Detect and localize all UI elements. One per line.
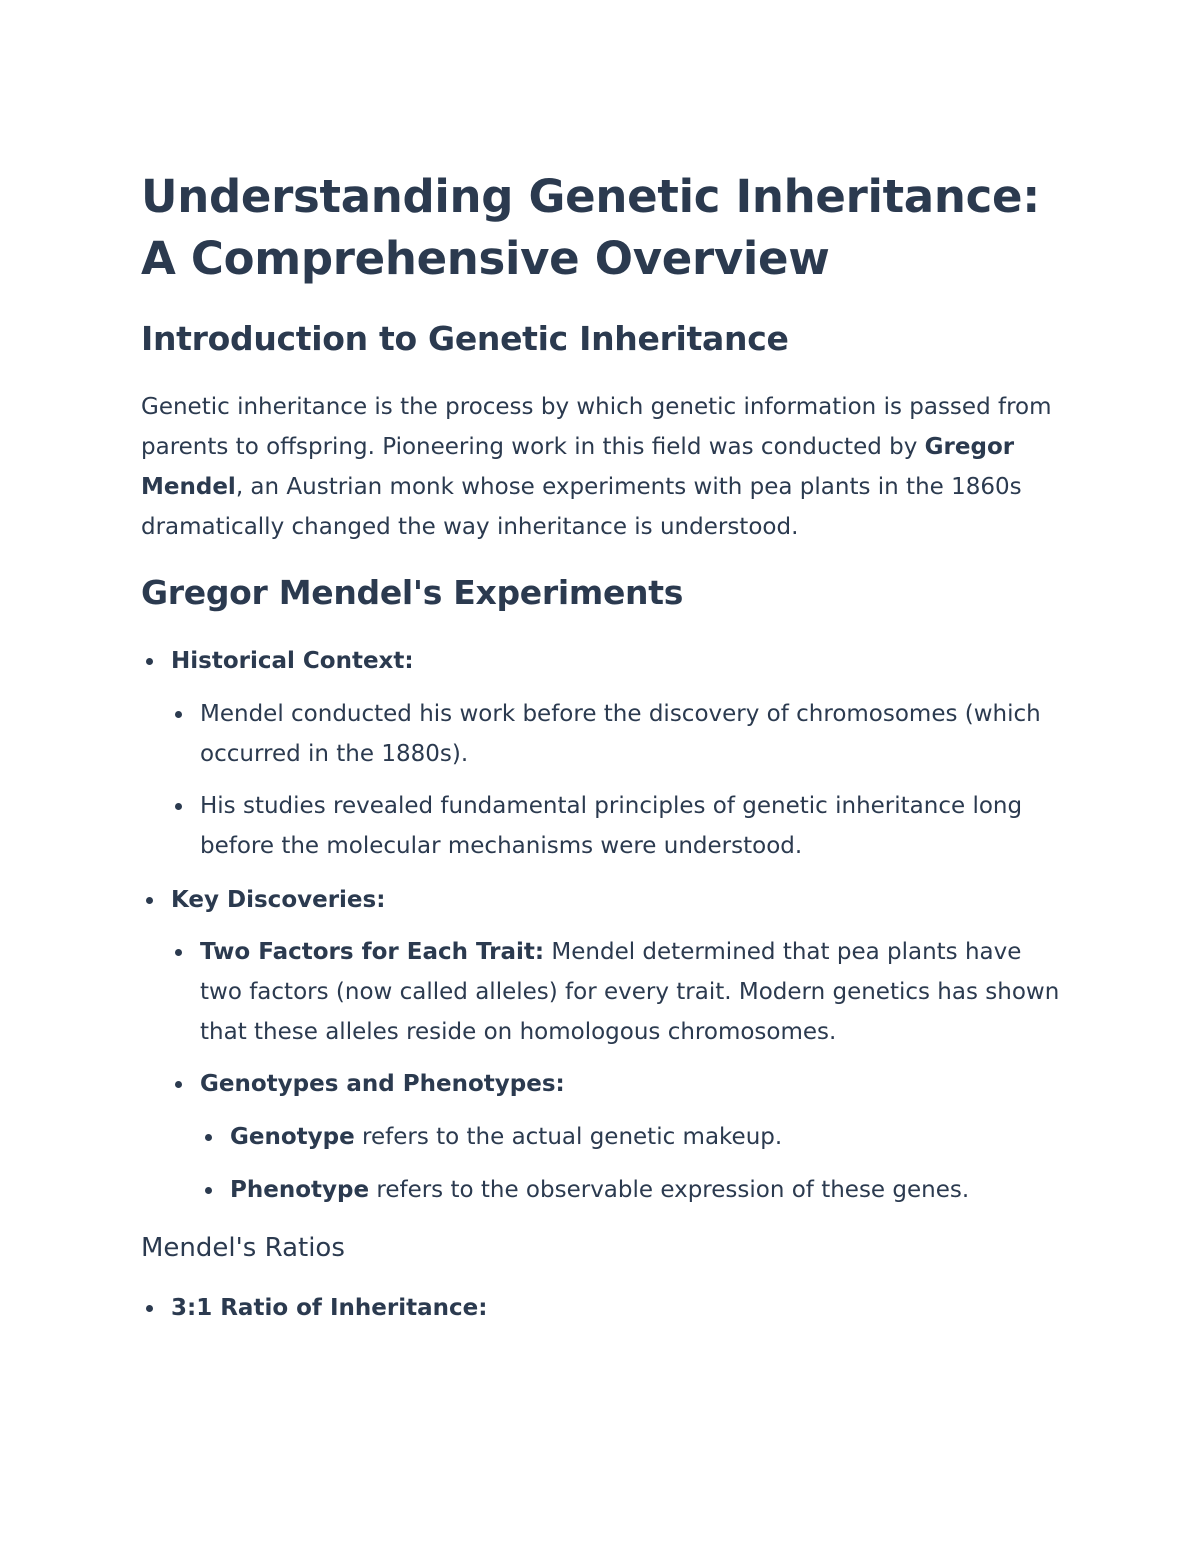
list-item-phenotype bbox=[230, 1170, 1060, 1210]
key-discoveries-label: Key Discoveries: bbox=[171, 887, 386, 913]
ratio-label: 3:1 Ratio of Inheritance: bbox=[171, 1295, 488, 1321]
list-item-ratio bbox=[171, 1288, 1061, 1328]
list-item-historical-context bbox=[171, 641, 1061, 681]
list-item-genotypes-phenotypes bbox=[200, 1064, 1060, 1104]
phenotype-term: Phenotype bbox=[230, 1177, 370, 1203]
document-title: Understanding Genetic Inheritance: A Comprehensive Overview bbox=[141, 170, 1040, 285]
genotype-term: Genotype bbox=[230, 1124, 355, 1150]
phenotype-text: refers to the observable expression of these genes. bbox=[369, 1177, 970, 1203]
genotypes-phenotypes-label: Genotypes and Phenotypes: bbox=[200, 1071, 565, 1097]
experiments-heading: Gregor Mendel's Experiments bbox=[141, 573, 684, 612]
list-item-historical-2 bbox=[200, 786, 1060, 866]
intro-paragraph bbox=[141, 387, 1061, 547]
intro-text-before: Genetic inheritance is the process by which genetic information is passed from parents to offspring. Pioneering work in this field was conducted by bbox=[141, 394, 1052, 460]
list-item-historical-1 bbox=[200, 694, 1060, 774]
intro-text-after: , an Austrian monk whose experiments with pea plants in the 1860s dramatically changed the way inheritance is understood. bbox=[141, 474, 1022, 540]
list-item-key-discoveries bbox=[171, 880, 1061, 920]
list-item-genotype bbox=[230, 1117, 1060, 1157]
historical-context-label: Historical Context: bbox=[171, 648, 414, 674]
list-item-two-factors bbox=[200, 932, 1060, 1052]
mendel-name: Gregor Mendel bbox=[141, 434, 1015, 500]
two-factors-label: Two Factors for Each Trait: bbox=[200, 939, 545, 965]
ratios-heading: Mendel's Ratios bbox=[141, 1233, 345, 1263]
historical-item-1-text: Mendel conducted his work before the discovery of chromosomes (which occurred in the 1880s). bbox=[200, 701, 1041, 767]
two-factors-text: Mendel determined that pea plants have two factors (now called alleles) for every trait. Modern genetics has shown that these alleles reside on homologous chromosomes. bbox=[200, 939, 1060, 1045]
historical-item-2-text: His studies revealed fundamental principles of genetic inheritance long before the molecular mechanisms were understood. bbox=[200, 793, 1023, 859]
genotype-text: refers to the actual genetic makeup. bbox=[354, 1124, 783, 1150]
intro-heading: Introduction to Genetic Inheritance bbox=[141, 319, 789, 358]
